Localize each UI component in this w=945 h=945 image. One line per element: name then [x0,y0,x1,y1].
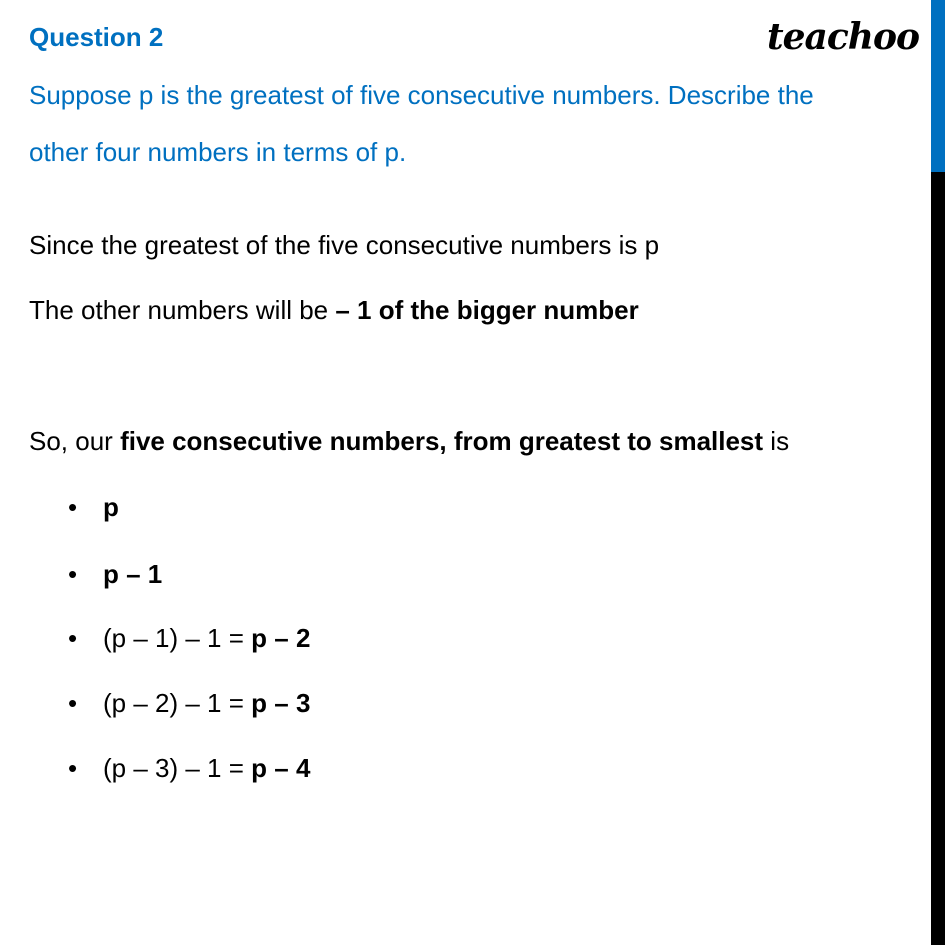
solution-line-3 [29,426,789,457]
text: (p – 2) – 1 = [103,688,252,718]
sidebar-dark-bar [931,172,945,945]
question-line-2: other four numbers in terms of p. [29,137,407,167]
text: (p – 3) – 1 = [103,753,252,783]
bullet: • [68,623,78,653]
text: So, our [29,426,121,456]
list-item [103,559,162,590]
solution-line-2 [29,295,639,326]
bold-text: five consecutive numbers, from greatest to smallest [120,426,764,456]
bullet: • [68,688,78,718]
bold-text: p – 2 [251,623,311,653]
list-item [103,492,119,523]
bold-text: – 1 of the bigger number [335,295,639,325]
teachoo-logo: teachoo [767,16,919,58]
bold-text: p – 4 [251,753,311,783]
text: is [763,426,790,456]
text: The other numbers will be [29,295,336,325]
bold-text: p – 1 [103,559,163,589]
bold-text: p [103,492,119,522]
bullet: • [68,492,78,522]
bold-text: p – 3 [251,688,311,718]
question-title: Question 2 [29,22,164,52]
sidebar-accent-bar [931,0,945,172]
bullet: • [68,559,78,589]
list-item [103,753,310,784]
question-line-1: Suppose p is the greatest of five consecutive numbers. Describe the [29,80,814,110]
bullet: • [68,753,78,783]
list-item [103,623,310,654]
list-item [103,688,310,719]
solution-line-1: Since the greatest of the five consecutive numbers is p [29,230,660,260]
text: (p – 1) – 1 = [103,623,252,653]
